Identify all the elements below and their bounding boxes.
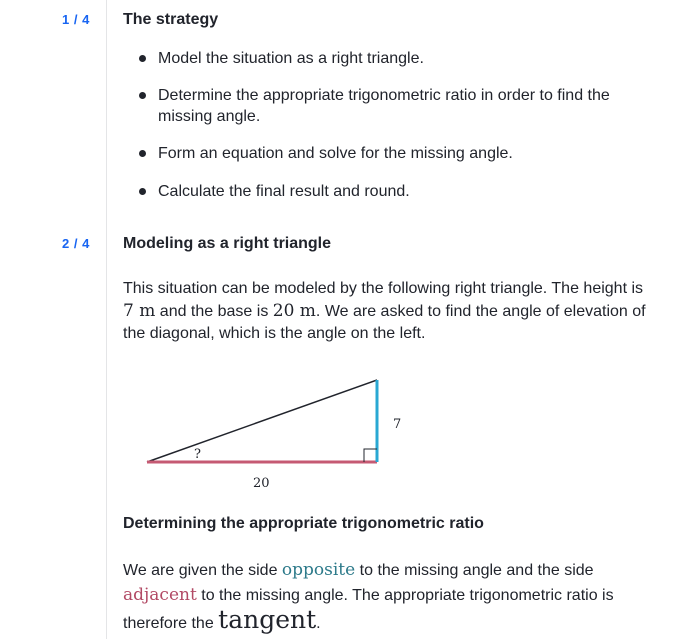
step-number-1: 1 / 4 (62, 12, 90, 27)
subsection-title: Determining the appropriate trigonometric ratio (123, 515, 484, 532)
height-label: 7 (393, 417, 402, 432)
adjacent-term: adjacent (123, 585, 197, 605)
list-item: Model the situation as a right triangle. (123, 48, 663, 69)
step-title-modeling: Modeling as a right triangle (123, 235, 332, 252)
angle-label: ? (194, 447, 201, 462)
right-angle-marker (364, 449, 377, 462)
list-item: Calculate the final result and round. (123, 181, 663, 202)
height-value: 7 m (123, 301, 156, 321)
tangent-term: tangent (218, 605, 317, 634)
list-item: Determine the appropriate trigonometric ratio in order to find the missing angle. (123, 85, 663, 127)
base-value: 20 m (272, 301, 316, 321)
base-label: 20 (253, 476, 270, 491)
hypotenuse-line (147, 380, 377, 462)
list-item: Form an equation and solve for the missing angle. (123, 143, 663, 164)
step-number-2: 2 / 4 (62, 236, 90, 251)
modeling-paragraph: This situation can be modeled by the following right triangle. The height is 7 m and the base is 20 m. We are asked to find the angle of elevation of the diagonal, which is the angle on the left. (123, 280, 646, 342)
opposite-term: opposite (281, 560, 356, 580)
ratio-paragraph: We are given the side opposite to the missing angle and the side adjacent to the missing angle. The appropriate trigonometric ratio is therefore the tangent. (123, 560, 614, 634)
step-title-strategy: The strategy (123, 11, 219, 28)
